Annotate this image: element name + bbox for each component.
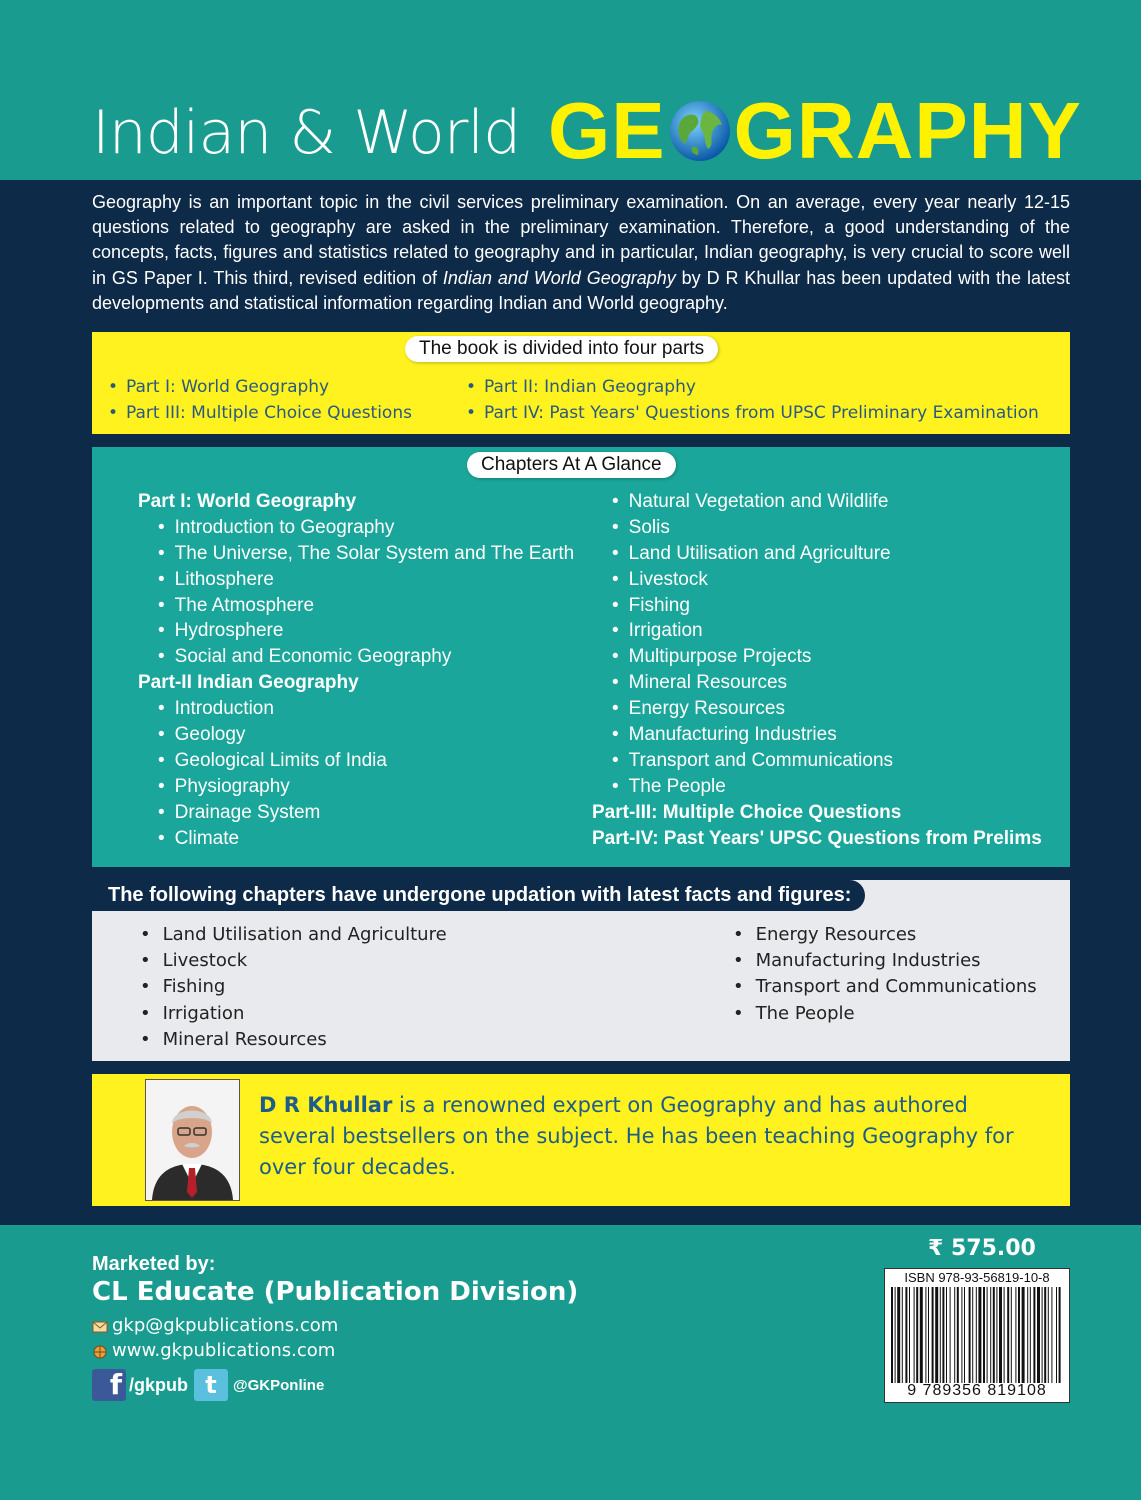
- barcode-bar: [920, 1287, 923, 1383]
- intro-paragraph: [92, 190, 1070, 316]
- barcode-bar: [942, 1287, 944, 1383]
- website-link[interactable]: www.gkpublications.com: [112, 1340, 336, 1361]
- barcode-bar: [909, 1287, 910, 1383]
- parts-list-right: [466, 374, 1039, 426]
- barcode-bar: [1037, 1287, 1040, 1383]
- barcode-bar: [891, 1287, 893, 1383]
- part-item: • Part II: Indian Geography: [466, 374, 1039, 400]
- updated-chapter-item: • The People: [733, 1001, 1037, 1027]
- barcode-bar: [946, 1287, 947, 1383]
- barcode-bar: [1015, 1287, 1016, 1383]
- facebook-handle[interactable]: /gkpub: [129, 1374, 188, 1395]
- chapter-item: • Land Utilisation and Agriculture: [612, 541, 1042, 567]
- barcode-bar: [954, 1287, 955, 1383]
- part-item: • Part IV: Past Years' Questions from UPSC Preliminary Examination: [466, 400, 1039, 426]
- marketed-by-label: Marketed by:: [92, 1253, 216, 1275]
- intro-book-title: Indian and World Geography: [442, 267, 676, 288]
- chapter-item: • The Universe, The Solar System and The Earth: [158, 541, 574, 567]
- updated-chapter-item: • Livestock: [140, 948, 447, 974]
- barcode-bar: [1056, 1287, 1057, 1383]
- updates-heading: The following chapters have undergone updation with latest facts and figures:: [92, 880, 865, 911]
- chapter-item: • Multipurpose Projects: [612, 644, 1042, 670]
- updated-chapter-item: • Fishing: [140, 974, 447, 1000]
- updated-chapter-item: • Transport and Communications: [733, 974, 1037, 1000]
- chapters-list-left: [138, 489, 575, 851]
- author-photo: [145, 1079, 240, 1201]
- email-contact: [92, 1315, 338, 1336]
- chapter-item: • Climate: [158, 826, 574, 852]
- chapter-part-heading: Part-II Indian Geography: [138, 672, 359, 694]
- barcode-bar: [916, 1287, 918, 1383]
- chapter-item: • Livestock: [612, 567, 1042, 593]
- isbn-digits: 9 789356 819108: [907, 1382, 1047, 1399]
- barcode-bar: [1018, 1287, 1020, 1383]
- chapter-part-heading: Part-IV: Past Years' UPSC Questions from Prelims: [592, 827, 1042, 849]
- barcode-bar: [1059, 1287, 1061, 1383]
- barcode-bar: [987, 1287, 988, 1383]
- web-icon: [92, 1343, 108, 1359]
- barcode-bar: [914, 1287, 915, 1383]
- barcode-bar: [1030, 1287, 1031, 1383]
- barcode-bar: [983, 1287, 985, 1383]
- barcode-bar: [905, 1287, 907, 1383]
- barcode-bar: [999, 1287, 1002, 1383]
- barcode-bar: [996, 1287, 997, 1383]
- chapter-item: • Introduction to Geography: [158, 515, 574, 541]
- barcode-bar: [928, 1287, 929, 1383]
- barcode-bar: [1004, 1287, 1005, 1383]
- updated-chapter-item: • Mineral Resources: [140, 1027, 447, 1053]
- isbn-barcode: [884, 1268, 1070, 1403]
- chapter-item: • Social and Economic Geography: [158, 644, 574, 670]
- title-geography: [548, 86, 1082, 176]
- chapter-part-heading: Part I: World Geography: [138, 491, 357, 512]
- barcode-bar: [978, 1287, 981, 1383]
- intro-text-2: by D R Khullar has been updated with the latest developments and statistical information regarding Indian and World geography.: [92, 267, 1070, 313]
- barcode-bar: [932, 1287, 934, 1383]
- chapters-list-right: [592, 489, 1042, 851]
- barcode-bar: [1027, 1287, 1028, 1383]
- chapter-item: • Geology: [158, 722, 574, 748]
- chapter-item: • Mineral Resources: [612, 670, 1042, 696]
- facebook-icon[interactable]: f: [92, 1369, 126, 1401]
- chapter-part-heading: Part-III: Multiple Choice Questions: [592, 801, 902, 823]
- author-bio: [259, 1090, 1049, 1183]
- title-graphy: GRAPHY: [733, 86, 1082, 175]
- barcode-bar: [993, 1287, 995, 1383]
- barcode-bar: [990, 1287, 991, 1383]
- author-bio-text: is a renowned expert on Geography and has authored several bestsellers on the subject. He has been teaching Geography for over four decades.: [259, 1093, 1014, 1179]
- chapter-item: • The Atmosphere: [158, 593, 574, 619]
- author-portrait-icon: [146, 1080, 239, 1200]
- barcode-bars: [891, 1287, 1063, 1383]
- chapter-item: • Fishing: [612, 593, 1042, 619]
- barcode-bar: [972, 1287, 973, 1383]
- chapter-item: • Energy Resources: [612, 696, 1042, 722]
- globe-icon: [668, 99, 732, 163]
- chapter-item: • Manufacturing Industries: [612, 722, 1042, 748]
- chapters-heading: Chapters At A Glance: [467, 452, 676, 478]
- twitter-icon[interactable]: t: [194, 1369, 228, 1401]
- chapter-item: • Physiography: [158, 774, 574, 800]
- barcode-bar: [969, 1287, 971, 1383]
- barcode-bar: [935, 1287, 938, 1383]
- chapter-item: • Introduction: [158, 696, 574, 722]
- website-contact: [92, 1340, 335, 1361]
- barcode-bar: [1048, 1287, 1049, 1383]
- updated-chapter-item: • Irrigation: [140, 1001, 447, 1027]
- barcode-bar: [897, 1287, 900, 1383]
- barcode-bar: [1022, 1287, 1025, 1383]
- barcode-bar: [902, 1287, 903, 1383]
- barcode-bar: [961, 1287, 962, 1383]
- updated-chapter-item: • Land Utilisation and Agriculture: [140, 922, 447, 948]
- chapter-item: • Transport and Communications: [612, 748, 1042, 774]
- price-label: ₹ 575.00: [928, 1236, 1036, 1261]
- chapter-item: • Lithosphere: [158, 567, 574, 593]
- part-item: • Part III: Multiple Choice Questions: [108, 400, 412, 426]
- barcode-bar: [964, 1287, 965, 1383]
- barcode-bar: [950, 1287, 951, 1383]
- chapter-item: • The People: [612, 774, 1042, 800]
- barcode-bar: [1051, 1287, 1052, 1383]
- barcode-bar: [925, 1287, 926, 1383]
- chapter-item: • Drainage System: [158, 800, 574, 826]
- chapter-item: • Geological Limits of India: [158, 748, 574, 774]
- email-icon: [92, 1318, 108, 1334]
- title-indian-world: Indian & World: [92, 98, 521, 168]
- barcode-bar: [957, 1287, 959, 1383]
- parts-heading: The book is divided into four parts: [405, 336, 718, 362]
- chapter-item: • Hydrosphere: [158, 618, 574, 644]
- chapter-item: • Solis: [612, 515, 1042, 541]
- title-ge: GE: [548, 86, 666, 175]
- updates-list-left: [140, 922, 447, 1053]
- barcode-bar: [1033, 1287, 1035, 1383]
- barcode-bar: [940, 1287, 941, 1383]
- barcode-bar: [1007, 1287, 1009, 1383]
- chapter-item: • Irrigation: [612, 618, 1042, 644]
- author-name: D R Khullar: [259, 1093, 393, 1117]
- publisher-name: CL Educate (Publication Division): [92, 1277, 579, 1307]
- email-link[interactable]: gkp@gkpublications.com: [112, 1315, 339, 1336]
- barcode-bar: [895, 1287, 896, 1383]
- updated-chapter-item: • Energy Resources: [733, 922, 1037, 948]
- barcode-bar: [1044, 1287, 1046, 1383]
- updates-list-right: [733, 922, 1037, 1027]
- intro-text-1: Geography is an important topic in the civil services preliminary examination. On an average, every year nearly 12-15 questions related to geography are asked in the preliminary examination. Therefore, a good understanding of the concepts, facts, figures and statistics related to geography and in particular, Indian geography, is very crucial to score well in GS Paper I. This third, revised edition of: [92, 192, 1070, 288]
- part-item: • Part I: World Geography: [108, 374, 412, 400]
- chapter-item: • Natural Vegetation and Wildlife: [612, 489, 1042, 515]
- parts-list-left: [108, 374, 412, 426]
- barcode-bar: [1011, 1287, 1012, 1383]
- barcode-bar: [1042, 1287, 1043, 1383]
- barcode-bar: [976, 1287, 977, 1383]
- isbn-label: ISBN 978-93-56819-10-8: [904, 1270, 1050, 1285]
- twitter-handle[interactable]: @GKPonline: [233, 1376, 325, 1394]
- social-links: [92, 1369, 324, 1401]
- updated-chapter-item: • Manufacturing Industries: [733, 948, 1037, 974]
